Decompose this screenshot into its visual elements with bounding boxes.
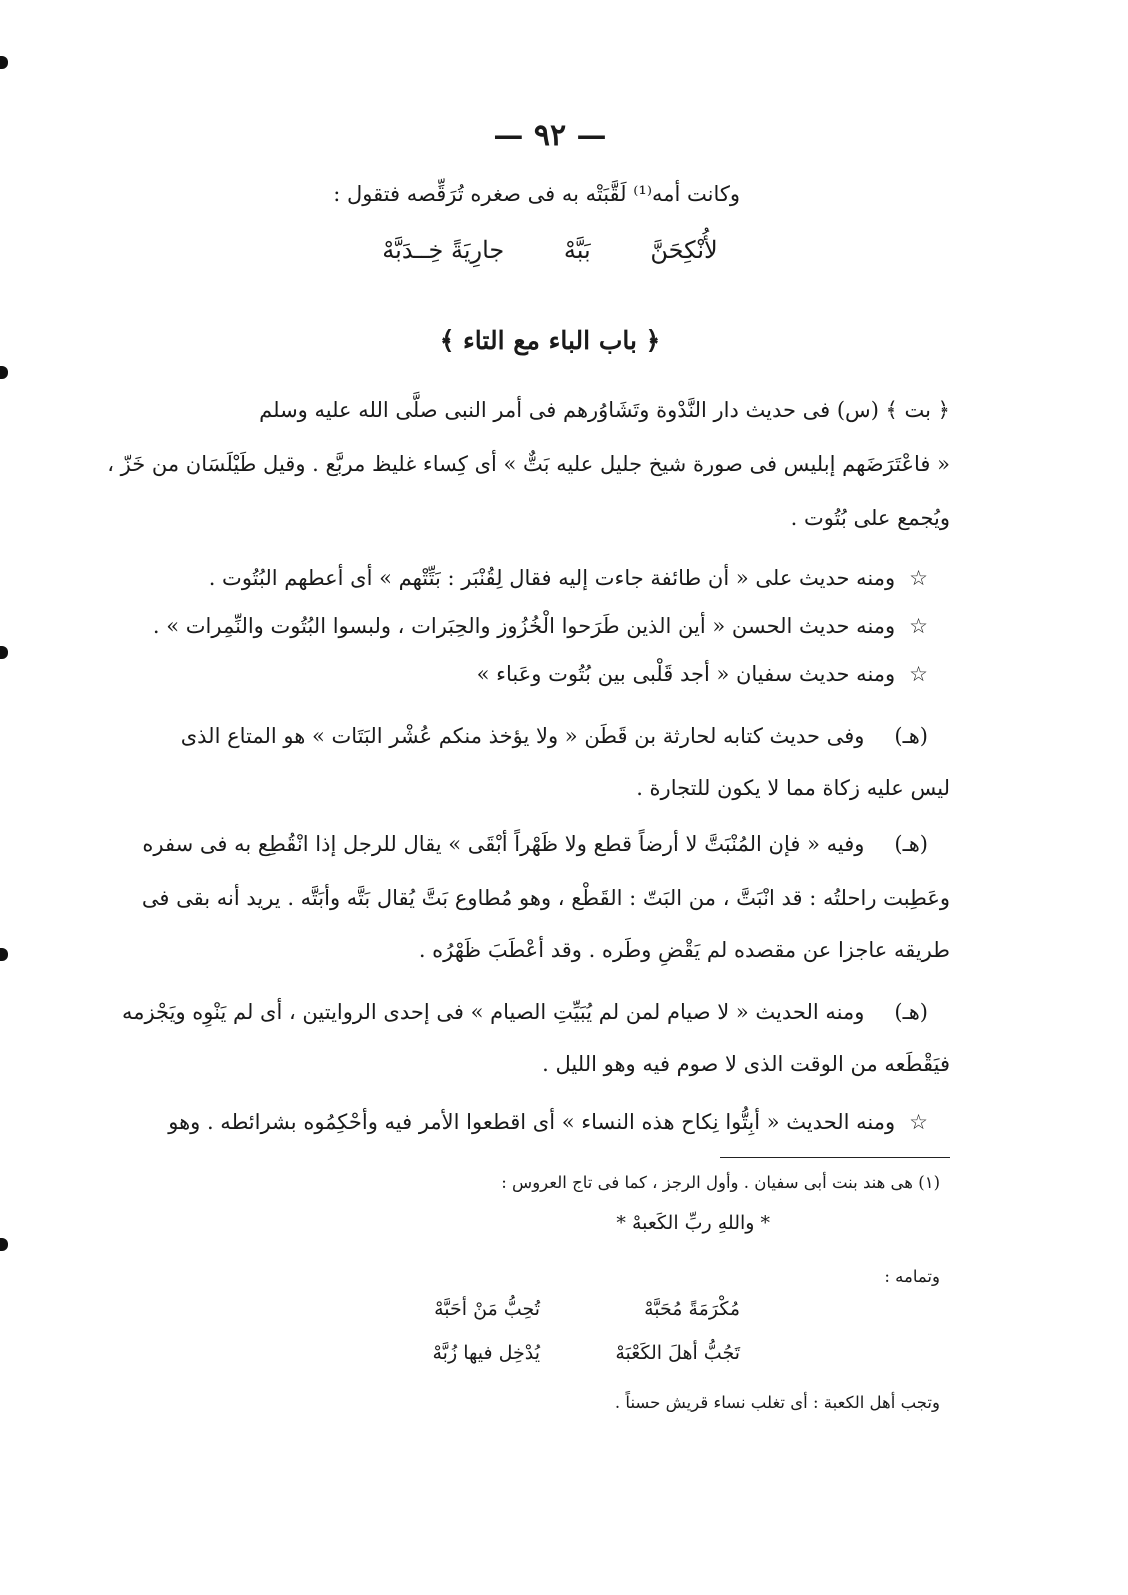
star-icon: ☆ bbox=[909, 614, 928, 638]
document-page bbox=[107, 0, 950, 1595]
star-icon: ☆ bbox=[909, 566, 928, 590]
page-number: — ٩٢ — bbox=[493, 118, 607, 153]
entry-line: ﴿ بت ﴾ (س) فى حديث دار النَّدْوة وتَشَاوُرهم فى أمر النبى صلَّى الله عليه وسلم bbox=[259, 398, 950, 422]
source-tag: (هـ) bbox=[894, 1000, 928, 1024]
star-item bbox=[150, 656, 928, 692]
footnote-verse-half: تُحِبُّ مَنْ أحَبَّهْ bbox=[434, 1298, 540, 1320]
paragraph-text: وفيه « فإن المُنْبَتَّ لا أرضاً قطع ولا ظَهْراً أبْقَى » يقال للرجل إذا انْقُطِع به فى سفره bbox=[142, 832, 865, 856]
verse-word: لأُنْكِحَنَّ bbox=[650, 236, 718, 264]
margin-mark bbox=[0, 366, 8, 379]
paragraph-line: وعَطِبت راحلتُه : قد انْبَتَّ ، من البَتّ : القَطْع ، وهو مُطاوع بَتَّ يُقال بَتَّه وأبَتَّه . يريد أنه بقى فى bbox=[141, 886, 950, 910]
paragraph-text: ومنه الحديث « لا صيام لمن لم يُبَيِّتِ الصيام » فى إحدى الروايتين ، أى لم يَنْوِه ويَجْزمه bbox=[121, 1000, 865, 1024]
paragraph-text: وفى حديث كتابه لحارثة بن قَطَن « ولا يؤخذ منكم عُشْر البَتَات » هو المتاع الذى bbox=[180, 724, 865, 748]
paragraph-line: فيَقْطَعه من الوقت الذى لا صوم فيه وهو الليل . bbox=[542, 1052, 950, 1076]
margin-mark bbox=[0, 646, 8, 659]
paragraph-line: طريقه عاجزا عن مقصده لم يَقْضِ وطَره . وقد أعْطَبَ ظَهْرُه . bbox=[418, 938, 950, 962]
source-tag: (هـ) bbox=[894, 832, 928, 856]
paragraph-line bbox=[121, 994, 928, 1030]
star-icon: ☆ bbox=[909, 662, 928, 686]
chapter-heading: ﴿ باب الباء مع التاء ﴾ bbox=[439, 326, 661, 355]
star-item-text: ومنه الحديث « أبِتُّوا نِكاح هذه النساء » أى اقطعوا الأمر فيه وأحْكِمُوه بشرائطه . وهو bbox=[168, 1110, 896, 1134]
footnote-line: وتجب أهل الكعبة : أى تغلب نساء قريش حسناً . bbox=[614, 1393, 940, 1412]
poetry-verse bbox=[150, 232, 950, 268]
margin-mark bbox=[0, 1238, 8, 1251]
star-item-text: ومنه حديث سفيان « أجد قَلْبى بين بُتُوت وعَباء » bbox=[476, 662, 896, 686]
star-item bbox=[150, 608, 928, 644]
verse-word: بَبَّهْ bbox=[563, 236, 591, 264]
star-item-text: ومنه حديث الحسن « أين الذين طَرَحوا الْخُزُوز والحِبَرات ، ولبسوا البُتُوت والنِّمِرات » . bbox=[152, 614, 896, 638]
footnote-line: (١) هى هند بنت أبى سفيان . وأول الرجز ، كما فى تاج العروس : bbox=[501, 1173, 940, 1192]
source-tag: (هـ) bbox=[894, 724, 928, 748]
footnote-verse-half: يُدْخِل فيها زُبَّهْ bbox=[432, 1342, 540, 1364]
footnote-verse-half: تَجُبُّ أهلَ الكَعْبَهْ bbox=[615, 1342, 740, 1364]
footnote-verse-half: مُكْرَمَةً مُحَبَّهْ bbox=[644, 1298, 740, 1320]
star-icon: ☆ bbox=[909, 1110, 928, 1134]
paragraph-line bbox=[150, 718, 928, 754]
verse-word: جارِيَةً خِــدَبَّهْ bbox=[382, 236, 505, 264]
star-item-text: ومنه حديث على « أن طائفة جاءت إليه فقال لِقُنْبَر : بَتِّتْهم » أى أعطهم البُتُوت . bbox=[208, 566, 896, 590]
star-item bbox=[150, 560, 928, 596]
paragraph-line: ليس عليه زكاة مما لا يكون للتجارة . bbox=[636, 776, 950, 800]
star-item bbox=[150, 1104, 928, 1140]
margin-mark bbox=[0, 56, 8, 69]
intro-line: وكانت أمه⁽¹⁾ لَقَّبَتْه به فى صغره تُرَقِّصه فتقول : bbox=[333, 182, 740, 206]
entry-line: « فاعْتَرَضَهم إبليس فى صورة شيخ جليل عليه بَتٌّ » أى كِساء غليظ مربَّع . وقيل طَيْلَسَان من خَزّ ، bbox=[107, 452, 950, 476]
footnote-divider bbox=[720, 1157, 950, 1158]
entry-line: ويُجمع على بُتُوت . bbox=[790, 506, 950, 530]
footnote-verse: * واللهِ ربِّ الكَعبهْ * bbox=[616, 1212, 770, 1234]
paragraph-line bbox=[142, 826, 928, 862]
footnote-line: وتمامه : bbox=[884, 1267, 940, 1286]
margin-mark bbox=[0, 948, 8, 961]
